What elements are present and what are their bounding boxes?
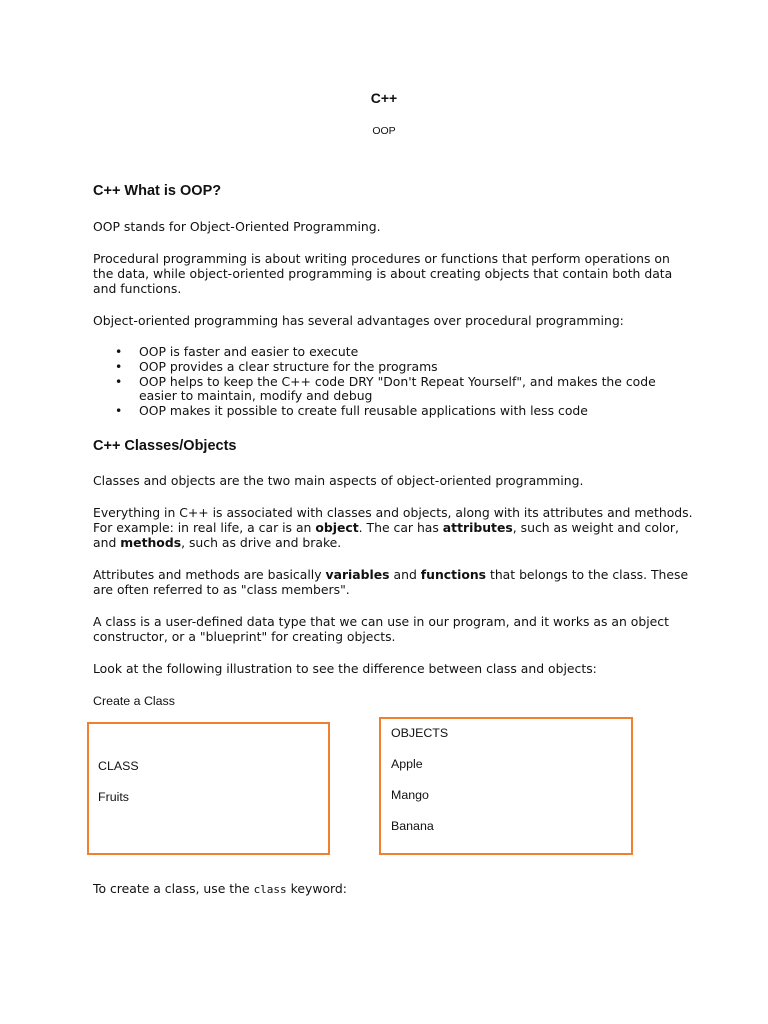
section-heading-oop: C++ What is OOP? xyxy=(93,183,222,199)
paragraph-procedural: Procedural programming is about writing procedures or functions that perform operations on the data, while object-oriented programming is about creating objects that contain both data and functions. xyxy=(93,251,673,296)
term-methods: methods xyxy=(120,535,182,550)
list-item: • OOP makes it possible to create full reusable applications with less code xyxy=(93,404,683,419)
paragraph-oop-definition: OOP stands for Object-Oriented Programming. xyxy=(93,219,381,234)
section-heading-classes: C++ Classes/Objects xyxy=(93,438,237,454)
paragraph-create-class: To create a class, use the class keyword: xyxy=(93,881,347,896)
object-item: Banana xyxy=(391,819,434,833)
advantages-list xyxy=(93,345,683,419)
class-box xyxy=(87,722,330,855)
paragraph-class-members: Attributes and methods are basically variables and functions that belongs to the class. These are often referred to as "class members". xyxy=(93,567,689,597)
paragraph-classes-intro: Classes and objects are the two main aspects of object-oriented programming. xyxy=(93,473,584,488)
paragraph-illustration-intro: Look at the following illustration to see the difference between class and objects: xyxy=(93,661,597,676)
list-item: • OOP provides a clear structure for the programs xyxy=(93,360,683,375)
paragraph-associations: Everything in C++ is associated with classes and objects, along with its attributes and methods. For example: in real life, a car is an object. The car has attributes, such as weight and color, and methods, such as drive and brake. xyxy=(93,505,693,550)
object-item: Mango xyxy=(391,788,429,802)
illustration-caption: Create a Class xyxy=(93,694,175,708)
list-item: • OOP helps to keep the C++ code DRY "Don't Repeat Yourself", and makes the code easier to maintain, modify and debug xyxy=(93,375,683,405)
document-subtitle: OOP xyxy=(372,125,396,137)
term-functions: functions xyxy=(420,567,487,582)
document-title: C++ xyxy=(370,90,398,106)
class-box-name: Fruits xyxy=(98,790,129,804)
paragraph-class-definition: A class is a user-defined data type that we can use in our program, and it works as an object constructor, or a "blueprint" for creating objects. xyxy=(93,614,669,644)
term-variables: variables xyxy=(325,567,390,582)
object-item: Apple xyxy=(391,757,423,771)
class-keyword: class xyxy=(253,883,287,896)
list-item: • OOP is faster and easier to execute xyxy=(93,345,683,360)
term-attributes: attributes xyxy=(442,520,513,535)
term-object: object xyxy=(315,520,359,535)
paragraph-advantages-intro: Object-oriented programming has several advantages over procedural programming: xyxy=(93,313,624,328)
objects-box-label: OBJECTS xyxy=(391,726,449,740)
objects-box xyxy=(379,717,633,855)
class-box-label: CLASS xyxy=(98,759,139,773)
